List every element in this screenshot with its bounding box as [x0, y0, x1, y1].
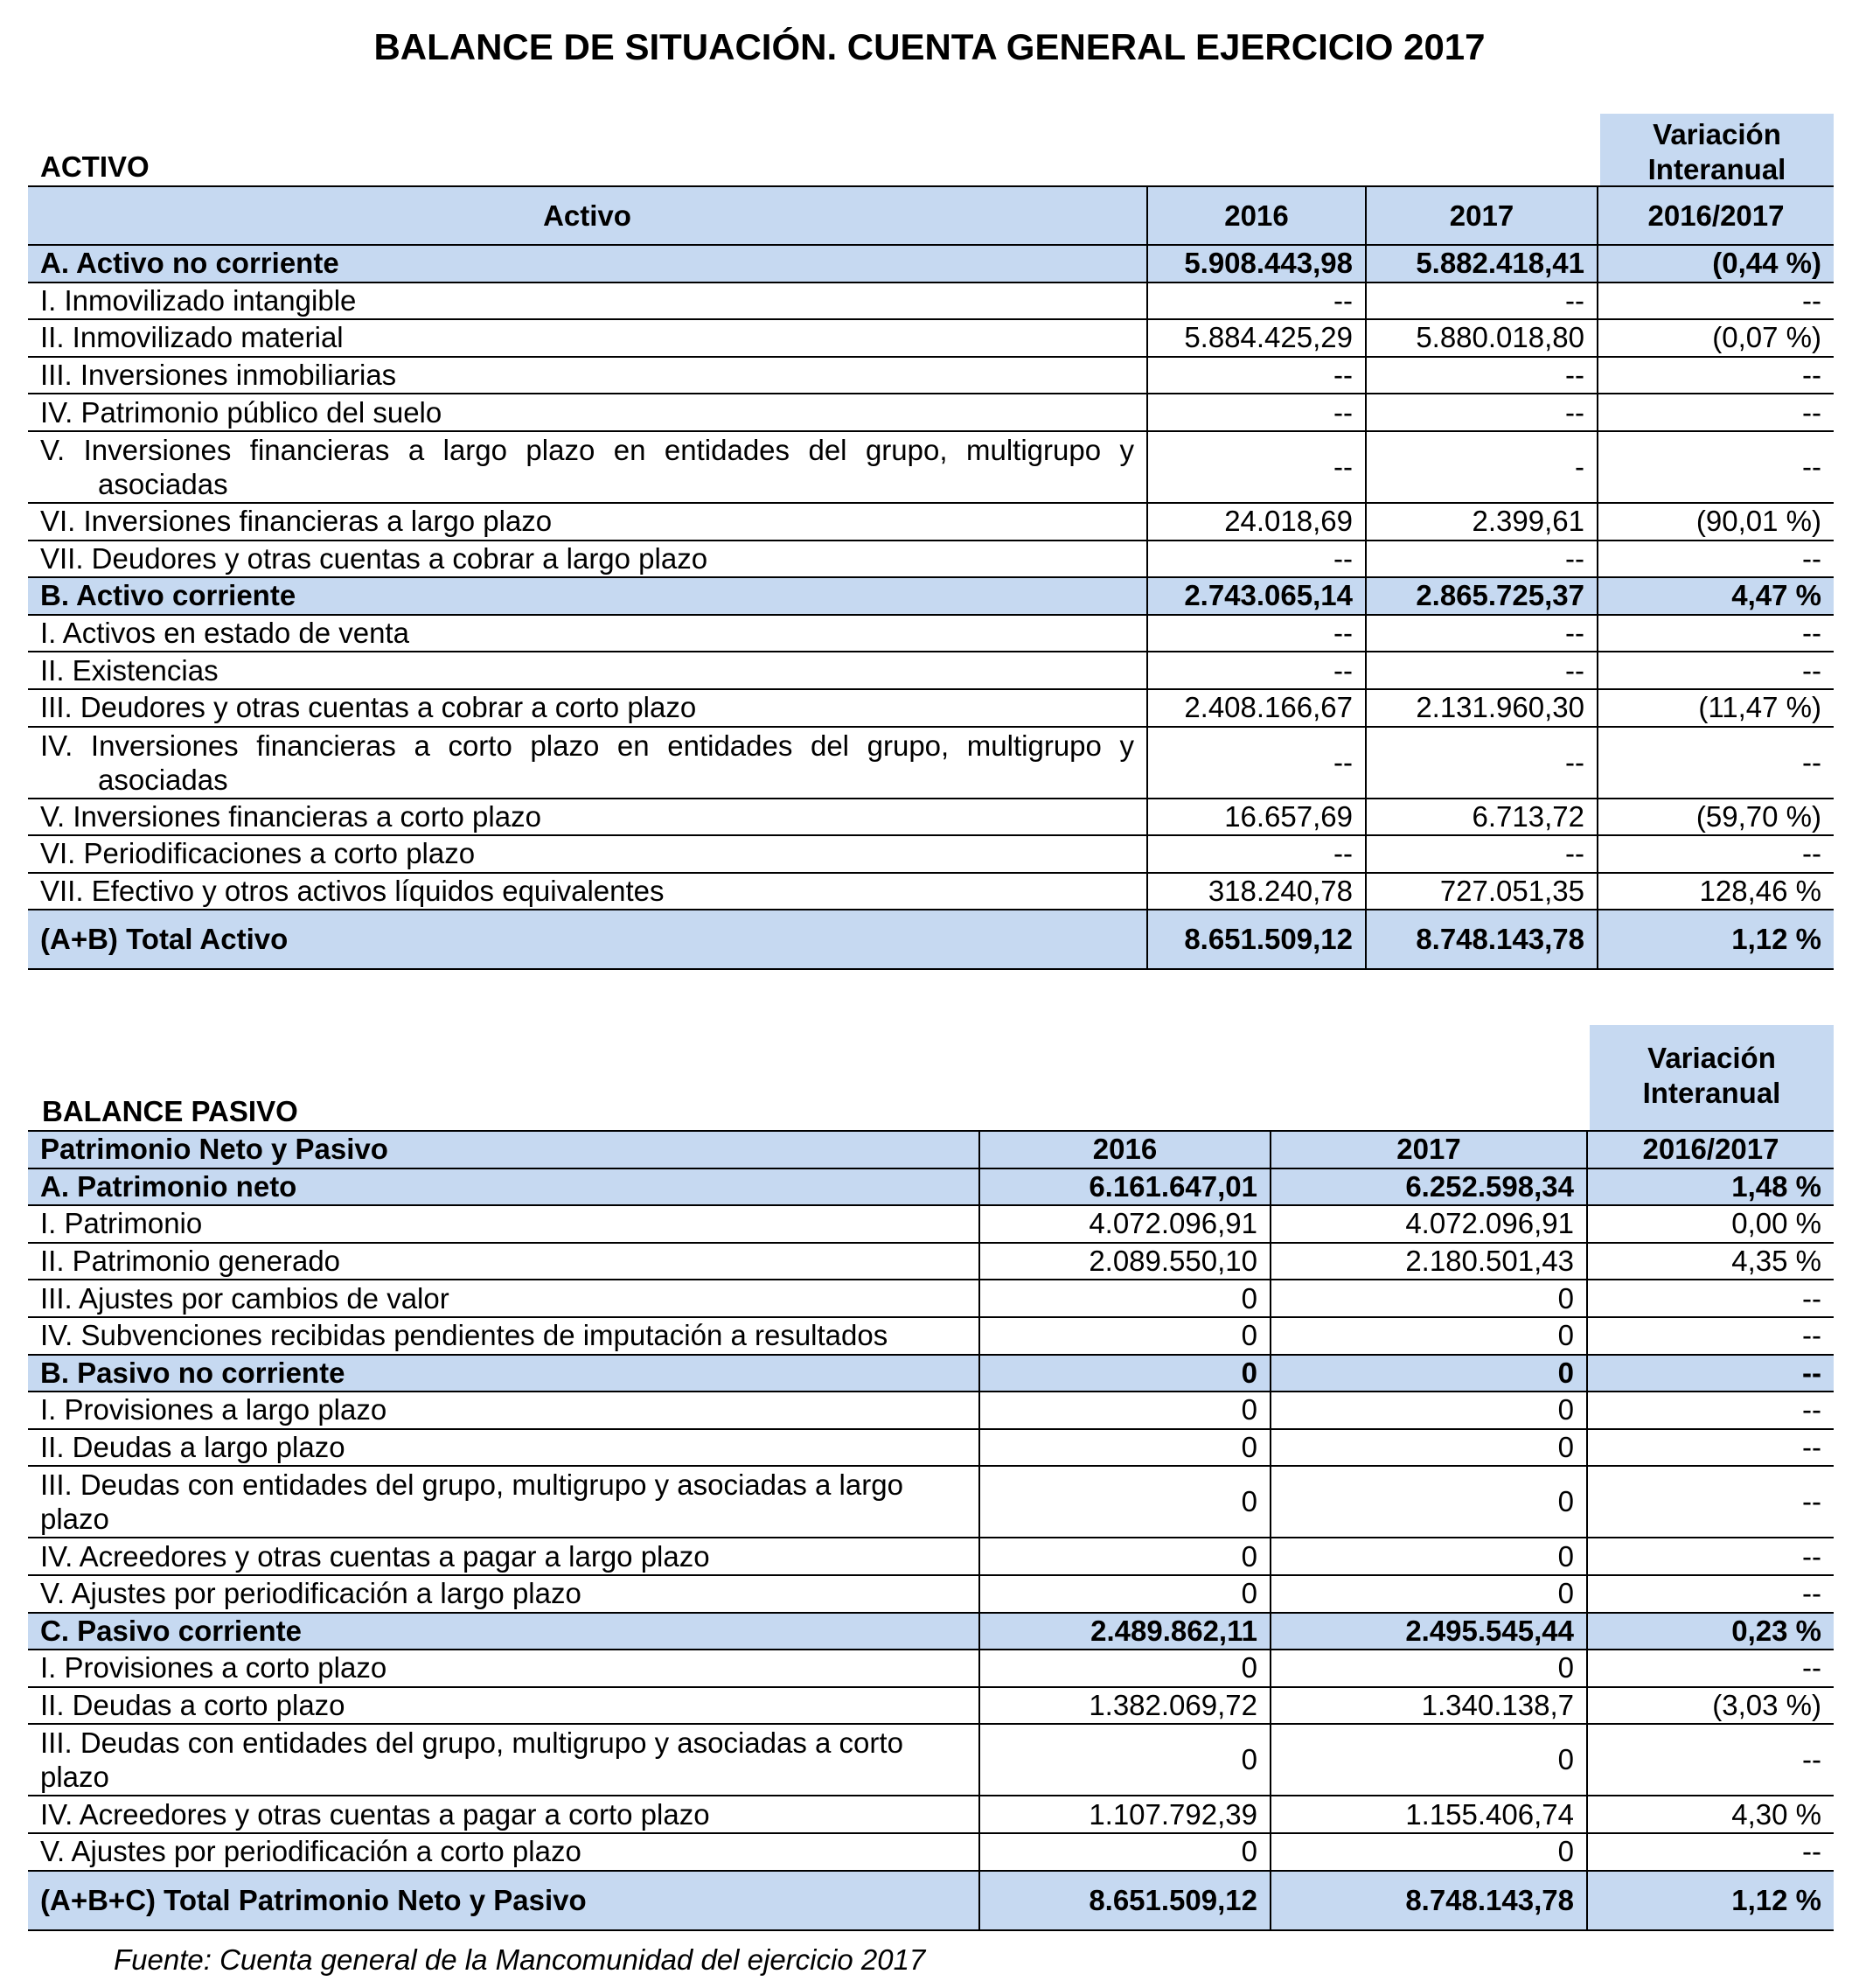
activo-value-2017: 5.882.418,41 — [1366, 245, 1598, 283]
activo-value-2016: -- — [1147, 835, 1366, 873]
pasivo-value-2016: 0 — [979, 1724, 1271, 1796]
activo-value-2016: 5.908.443,98 — [1147, 245, 1366, 283]
pasivo-value-2016: 0 — [979, 1538, 1271, 1575]
pasivo-value-2016: 1.382.069,72 — [979, 1687, 1271, 1725]
pasivo-value-2017: 1.340.138,7 — [1271, 1687, 1587, 1725]
activo-variation-line1: Variación — [1653, 118, 1781, 150]
pasivo-table-row — [28, 1317, 1834, 1355]
activo-value-2017: 8.748.143,78 — [1366, 910, 1598, 969]
pasivo-variation: 1,48 % — [1587, 1168, 1834, 1206]
activo-table — [28, 185, 1834, 970]
activo-table-row — [28, 652, 1834, 689]
pasivo-value-2016: 0 — [979, 1392, 1271, 1429]
pasivo-col-2016: 2016 — [979, 1131, 1271, 1168]
pasivo-col-2017: 2017 — [1271, 1131, 1587, 1168]
pasivo-variation: -- — [1587, 1429, 1834, 1467]
activo-table-row — [28, 283, 1834, 320]
activo-variation: -- — [1598, 541, 1834, 578]
pasivo-row-label: III. Deudas con entidades del grupo, multigrupo y asociadas a largo plazo — [28, 1466, 979, 1538]
activo-value-2016: 5.884.425,29 — [1147, 319, 1366, 357]
pasivo-table-row — [28, 1429, 1834, 1467]
pasivo-table-row — [28, 1466, 1834, 1538]
activo-col-2017: 2017 — [1366, 186, 1598, 245]
pasivo-table-row — [28, 1575, 1834, 1613]
pasivo-table-row — [28, 1205, 1834, 1243]
activo-row-label: I. Inmovilizado intangible — [28, 283, 1147, 320]
pasivo-row-label: V. Ajustes por periodificación a largo plazo — [28, 1575, 979, 1613]
activo-table-row — [28, 873, 1834, 910]
activo-variation: (59,70 %) — [1598, 799, 1834, 836]
pasivo-value-2016: 1.107.792,39 — [979, 1796, 1271, 1833]
activo-value-2017: 5.880.018,80 — [1366, 319, 1598, 357]
pasivo-variation: 0,00 % — [1587, 1205, 1834, 1243]
pasivo-variation: 0,23 % — [1587, 1613, 1834, 1650]
activo-value-2016: 16.657,69 — [1147, 799, 1366, 836]
pasivo-variation: -- — [1587, 1280, 1834, 1317]
pasivo-value-2016: 0 — [979, 1280, 1271, 1317]
activo-row-label: (A+B) Total Activo — [28, 910, 1147, 969]
activo-variation: -- — [1598, 394, 1834, 431]
pasivo-row-label: I. Provisiones a largo plazo — [28, 1392, 979, 1429]
pasivo-variation: -- — [1587, 1650, 1834, 1687]
activo-value-2017: 2.399,61 — [1366, 503, 1598, 541]
pasivo-table-row — [28, 1280, 1834, 1317]
pasivo-value-2017: 0 — [1271, 1429, 1587, 1467]
activo-table-row — [28, 727, 1834, 799]
pasivo-variation: -- — [1587, 1317, 1834, 1355]
pasivo-table-row — [28, 1168, 1834, 1206]
pasivo-table-row — [28, 1724, 1834, 1796]
pasivo-value-2017: 0 — [1271, 1355, 1587, 1392]
activo-row-label: V. Inversiones financieras a corto plazo — [28, 799, 1147, 836]
activo-value-2016: 2.743.065,14 — [1147, 577, 1366, 615]
pasivo-table-row — [28, 1650, 1834, 1687]
activo-value-2016: 24.018,69 — [1147, 503, 1366, 541]
activo-value-2017: -- — [1366, 727, 1598, 799]
pasivo-table — [28, 1130, 1834, 1931]
activo-variation: -- — [1598, 652, 1834, 689]
activo-row-label: III. Deudores y otras cuentas a cobrar a corto plazo — [28, 689, 1147, 727]
pasivo-value-2016: 2.089.550,10 — [979, 1243, 1271, 1280]
pasivo-variation: -- — [1587, 1538, 1834, 1575]
pasivo-row-label: B. Pasivo no corriente — [28, 1355, 979, 1392]
activo-value-2017: 2.865.725,37 — [1366, 577, 1598, 615]
activo-value-2016: -- — [1147, 283, 1366, 320]
activo-table-row — [28, 503, 1834, 541]
activo-row-label: VII. Efectivo y otros activos líquidos equivalentes — [28, 873, 1147, 910]
activo-table-row — [28, 799, 1834, 836]
activo-row-label: III. Inversiones inmobiliarias — [28, 357, 1147, 394]
activo-table-row — [28, 394, 1834, 431]
activo-variation: -- — [1598, 283, 1834, 320]
pasivo-row-label: IV. Acreedores y otras cuentas a pagar a corto plazo — [28, 1796, 979, 1833]
activo-variation: 128,46 % — [1598, 873, 1834, 910]
pasivo-value-2016: 2.489.862,11 — [979, 1613, 1271, 1650]
activo-variation-header — [1600, 114, 1834, 185]
activo-table-row — [28, 541, 1834, 578]
pasivo-row-label: III. Deudas con entidades del grupo, multigrupo y asociadas a corto plazo — [28, 1724, 979, 1796]
pasivo-row-label: II. Patrimonio generado — [28, 1243, 979, 1280]
pasivo-value-2016: 0 — [979, 1833, 1271, 1871]
pasivo-table-row — [28, 1613, 1834, 1650]
pasivo-table-row — [28, 1871, 1834, 1930]
activo-value-2017: -- — [1366, 652, 1598, 689]
pasivo-value-2016: 0 — [979, 1466, 1271, 1538]
activo-table-row — [28, 835, 1834, 873]
pasivo-value-2017: 0 — [1271, 1833, 1587, 1871]
pasivo-value-2016: 8.651.509,12 — [979, 1871, 1271, 1930]
activo-row-label: II. Inmovilizado material — [28, 319, 1147, 357]
pasivo-table-row — [28, 1833, 1834, 1871]
activo-header-row — [28, 186, 1834, 245]
pasivo-table-row — [28, 1355, 1834, 1392]
activo-value-2017: -- — [1366, 394, 1598, 431]
activo-table-row — [28, 577, 1834, 615]
activo-variation-line2: Interanual — [1647, 153, 1786, 185]
activo-value-2016: -- — [1147, 727, 1366, 799]
activo-variation: -- — [1598, 431, 1834, 503]
activo-value-2016: 2.408.166,67 — [1147, 689, 1366, 727]
activo-variation: 4,47 % — [1598, 577, 1834, 615]
pasivo-variation: 4,30 % — [1587, 1796, 1834, 1833]
pasivo-value-2016: 0 — [979, 1317, 1271, 1355]
pasivo-value-2017: 0 — [1271, 1392, 1587, 1429]
activo-variation: (0,07 %) — [1598, 319, 1834, 357]
pasivo-variation-line1: Variación — [1647, 1042, 1776, 1074]
activo-value-2016: -- — [1147, 431, 1366, 503]
pasivo-value-2017: 1.155.406,74 — [1271, 1796, 1587, 1833]
activo-value-2016: -- — [1147, 541, 1366, 578]
activo-col-variation: 2016/2017 — [1598, 186, 1834, 245]
activo-value-2016: 318.240,78 — [1147, 873, 1366, 910]
pasivo-value-2016: 4.072.096,91 — [979, 1205, 1271, 1243]
pasivo-table-row — [28, 1796, 1834, 1833]
pasivo-table-row — [28, 1538, 1834, 1575]
activo-row-label: A. Activo no corriente — [28, 245, 1147, 283]
activo-row-label: IV. Inversiones financieras a corto plazo en entidades del grupo, multigrupo y asociadas — [28, 727, 1147, 799]
pasivo-value-2017: 4.072.096,91 — [1271, 1205, 1587, 1243]
activo-row-label: VI. Periodificaciones a corto plazo — [28, 835, 1147, 873]
pasivo-variation: 1,12 % — [1587, 1871, 1834, 1930]
activo-col-label: Activo — [28, 186, 1147, 245]
pasivo-variation: -- — [1587, 1355, 1834, 1392]
pasivo-value-2016: 0 — [979, 1355, 1271, 1392]
pasivo-row-label: A. Patrimonio neto — [28, 1168, 979, 1206]
pasivo-table-row — [28, 1392, 1834, 1429]
pasivo-header-row — [28, 1131, 1834, 1168]
activo-value-2017: -- — [1366, 541, 1598, 578]
pasivo-value-2017: 2.495.545,44 — [1271, 1613, 1587, 1650]
activo-table-row — [28, 910, 1834, 969]
activo-variation: -- — [1598, 727, 1834, 799]
activo-table-row — [28, 319, 1834, 357]
activo-value-2017: 2.131.960,30 — [1366, 689, 1598, 727]
pasivo-value-2016: 0 — [979, 1429, 1271, 1467]
pasivo-row-label: III. Ajustes por cambios de valor — [28, 1280, 979, 1317]
pasivo-value-2017: 6.252.598,34 — [1271, 1168, 1587, 1206]
activo-value-2017: 6.713,72 — [1366, 799, 1598, 836]
pasivo-row-label: I. Provisiones a corto plazo — [28, 1650, 979, 1687]
activo-value-2016: -- — [1147, 652, 1366, 689]
pasivo-value-2017: 0 — [1271, 1317, 1587, 1355]
pasivo-value-2017: 0 — [1271, 1538, 1587, 1575]
activo-variation: -- — [1598, 357, 1834, 394]
pasivo-col-variation: 2016/2017 — [1587, 1131, 1834, 1168]
source-note: Fuente: Cuenta general de la Mancomunidad del ejercicio 2017 — [114, 1943, 926, 1976]
activo-table-row — [28, 689, 1834, 727]
pasivo-row-label: V. Ajustes por periodificación a corto plazo — [28, 1833, 979, 1871]
activo-variation: (11,47 %) — [1598, 689, 1834, 727]
activo-row-label: B. Activo corriente — [28, 577, 1147, 615]
activo-col-2016: 2016 — [1147, 186, 1366, 245]
activo-value-2017: - — [1366, 431, 1598, 503]
activo-section-label: ACTIVO — [40, 150, 150, 183]
activo-row-label: I. Activos en estado de venta — [28, 615, 1147, 652]
pasivo-variation: (3,03 %) — [1587, 1687, 1834, 1725]
activo-value-2016: -- — [1147, 357, 1366, 394]
pasivo-variation: -- — [1587, 1833, 1834, 1871]
pasivo-row-label: (A+B+C) Total Patrimonio Neto y Pasivo — [28, 1871, 979, 1930]
activo-table-row — [28, 615, 1834, 652]
pasivo-value-2016: 0 — [979, 1650, 1271, 1687]
activo-value-2017: -- — [1366, 283, 1598, 320]
pasivo-row-label: IV. Acreedores y otras cuentas a pagar a largo plazo — [28, 1538, 979, 1575]
activo-value-2017: -- — [1366, 615, 1598, 652]
activo-variation: 1,12 % — [1598, 910, 1834, 969]
activo-value-2016: -- — [1147, 615, 1366, 652]
pasivo-variation-header — [1590, 1025, 1834, 1130]
pasivo-value-2017: 0 — [1271, 1650, 1587, 1687]
pasivo-value-2017: 2.180.501,43 — [1271, 1243, 1587, 1280]
activo-table-row — [28, 431, 1834, 503]
pasivo-value-2016: 0 — [979, 1575, 1271, 1613]
activo-variation: -- — [1598, 835, 1834, 873]
activo-row-label: IV. Patrimonio público del suelo — [28, 394, 1147, 431]
pasivo-table-row — [28, 1243, 1834, 1280]
pasivo-value-2016: 6.161.647,01 — [979, 1168, 1271, 1206]
pasivo-row-label: C. Pasivo corriente — [28, 1613, 979, 1650]
pasivo-value-2017: 0 — [1271, 1575, 1587, 1613]
activo-value-2016: -- — [1147, 394, 1366, 431]
pasivo-col-label: Patrimonio Neto y Pasivo — [28, 1131, 979, 1168]
pasivo-row-label: I. Patrimonio — [28, 1205, 979, 1243]
pasivo-table-row — [28, 1687, 1834, 1725]
activo-value-2017: -- — [1366, 835, 1598, 873]
activo-variation: -- — [1598, 615, 1834, 652]
pasivo-variation: -- — [1587, 1392, 1834, 1429]
activo-row-label: VI. Inversiones financieras a largo plazo — [28, 503, 1147, 541]
activo-table-row — [28, 245, 1834, 283]
pasivo-variation: 4,35 % — [1587, 1243, 1834, 1280]
pasivo-variation-line2: Interanual — [1642, 1077, 1781, 1109]
activo-variation: (90,01 %) — [1598, 503, 1834, 541]
pasivo-value-2017: 0 — [1271, 1724, 1587, 1796]
pasivo-section-label: BALANCE PASIVO — [42, 1095, 298, 1127]
pasivo-row-label: IV. Subvenciones recibidas pendientes de imputación a resultados — [28, 1317, 979, 1355]
activo-value-2016: 8.651.509,12 — [1147, 910, 1366, 969]
pasivo-variation: -- — [1587, 1575, 1834, 1613]
activo-row-label: V. Inversiones financieras a largo plazo en entidades del grupo, multigrupo y asociadas — [28, 431, 1147, 503]
activo-row-label: II. Existencias — [28, 652, 1147, 689]
activo-variation: (0,44 %) — [1598, 245, 1834, 283]
pasivo-value-2017: 0 — [1271, 1466, 1587, 1538]
pasivo-value-2017: 8.748.143,78 — [1271, 1871, 1587, 1930]
pasivo-variation: -- — [1587, 1466, 1834, 1538]
activo-table-row — [28, 357, 1834, 394]
page-title: BALANCE DE SITUACIÓN. CUENTA GENERAL EJERCICIO 2017 — [373, 26, 1486, 67]
activo-row-label: VII. Deudores y otras cuentas a cobrar a largo plazo — [28, 541, 1147, 578]
activo-value-2017: 727.051,35 — [1366, 873, 1598, 910]
pasivo-row-label: II. Deudas a largo plazo — [28, 1429, 979, 1467]
pasivo-row-label: II. Deudas a corto plazo — [28, 1687, 979, 1725]
pasivo-variation: -- — [1587, 1724, 1834, 1796]
pasivo-value-2017: 0 — [1271, 1280, 1587, 1317]
activo-value-2017: -- — [1366, 357, 1598, 394]
